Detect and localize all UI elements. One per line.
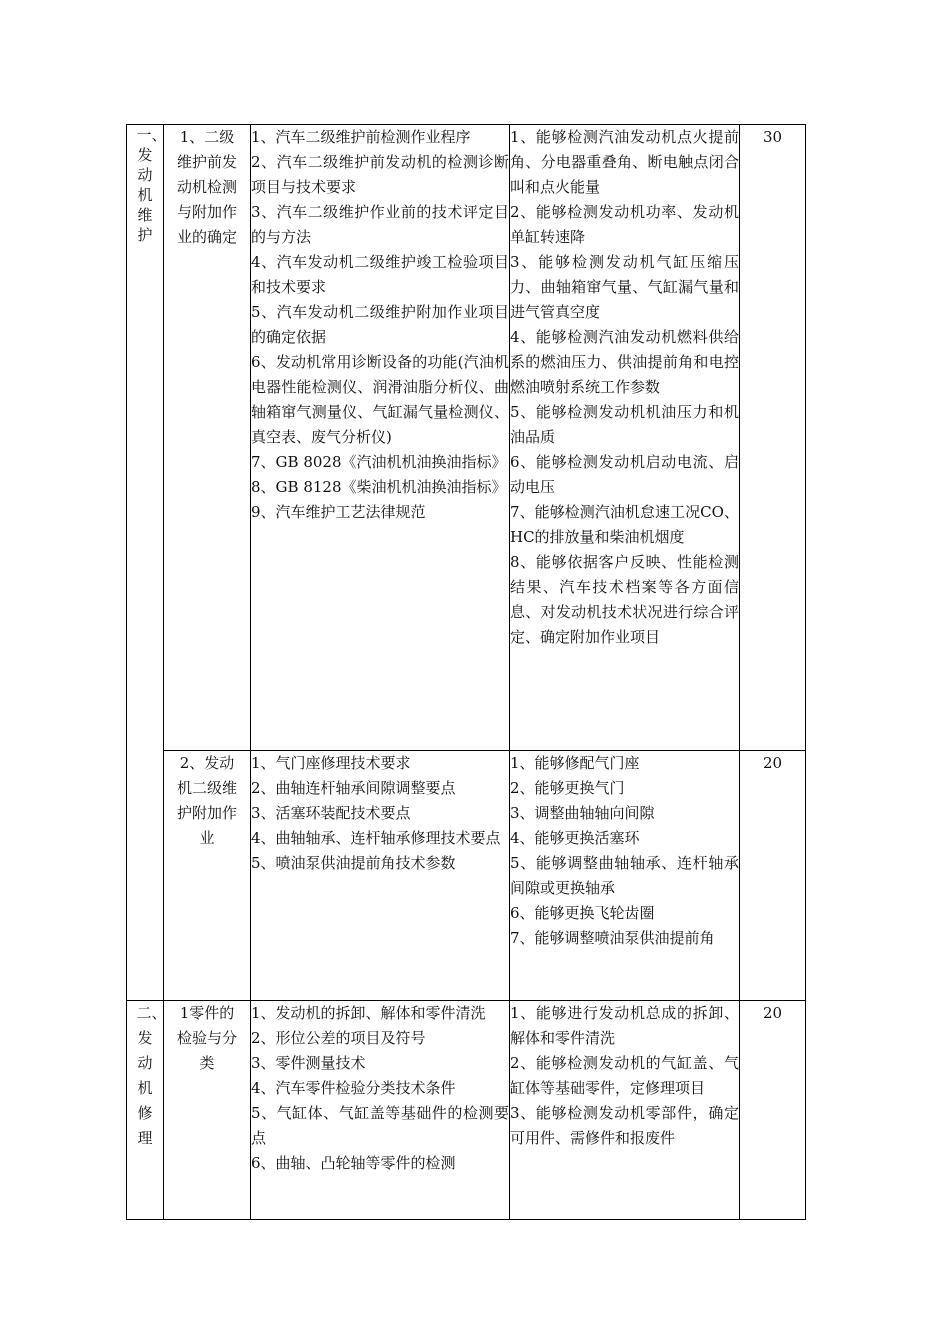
unit-title: 1、二级维护前发动机检测与附加作业的确定 bbox=[176, 128, 237, 246]
knowledge-cell bbox=[251, 751, 510, 1001]
knowledge-item: 5、喷油泵供油提前角技术参数 bbox=[251, 854, 456, 872]
skill-item: 3、能够检测发动机零部件，确定可用件、需修件和报废件 bbox=[510, 1104, 739, 1147]
skill-item: 5、能够调整曲轴轴承、连杆轴承间隙或更换轴承 bbox=[510, 854, 739, 897]
skill-item: 2、能够检测发动机的气缸盖、气缸体等基础零件，定修理项目 bbox=[510, 1054, 739, 1097]
module-title: 一、发动机维护 bbox=[136, 126, 167, 244]
skill-item: 1、能够修配气门座 bbox=[510, 754, 640, 772]
hours-cell bbox=[740, 1001, 806, 1220]
skill-item: 4、能够更换活塞环 bbox=[510, 829, 640, 847]
knowledge-item: 2、曲轴连杆轴承间隙调整要点 bbox=[251, 779, 456, 797]
unit-cell bbox=[164, 125, 251, 751]
skill-item: 2、能够检测发动机功率、发动机单缸转速降 bbox=[510, 203, 739, 246]
table-row bbox=[127, 751, 806, 1001]
knowledge-cell bbox=[251, 1001, 510, 1220]
skill-item: 7、能够调整喷油泵供油提前角 bbox=[510, 929, 715, 947]
knowledge-item: 4、汽车发动机二级维护竣工检验项目和技术要求 bbox=[251, 253, 509, 296]
knowledge-item: 9、汽车维护工艺法律规范 bbox=[251, 503, 426, 521]
knowledge-item: 7、GB 8028《汽油机机油换油指标》 bbox=[251, 453, 507, 471]
unit-cell bbox=[164, 1001, 251, 1220]
skill-item: 8、能够依据客户反映、性能检测结果、汽车技术档案等各方面信息、对发动机技术状况进行综合评定、确定附加作业项目 bbox=[510, 553, 739, 646]
unit-cell bbox=[164, 751, 251, 1001]
skill-item: 2、能够更换气门 bbox=[510, 779, 625, 797]
skill-item: 7、能够检测汽油机怠速工况CO、HC的排放量和柴油机烟度 bbox=[510, 503, 739, 546]
knowledge-item: 8、GB 8128《柴油机机油换油指标》 bbox=[251, 478, 507, 496]
skill-item: 6、能够更换飞轮齿圈 bbox=[510, 904, 655, 922]
knowledge-item: 1、汽车二级维护前检测作业程序 bbox=[251, 128, 471, 146]
hours-value: 20 bbox=[762, 754, 783, 772]
module-cell bbox=[127, 1001, 167, 1220]
hours-cell bbox=[740, 751, 806, 1001]
knowledge-item: 4、曲轴轴承、连杆轴承修理技术要点 bbox=[251, 829, 501, 847]
skill-item: 1、能够进行发动机总成的拆卸、解体和零件清洗 bbox=[510, 1004, 739, 1047]
knowledge-item: 5、气缸体、气缸盖等基础件的检测要点 bbox=[251, 1104, 509, 1147]
hours-value: 30 bbox=[762, 128, 783, 146]
knowledge-item: 3、零件测量技术 bbox=[251, 1054, 366, 1072]
knowledge-item: 2、汽车二级维护前发动机的检测诊断项目与技术要求 bbox=[251, 153, 509, 196]
knowledge-item: 1、发动机的拆卸、解体和零件清洗 bbox=[251, 1004, 486, 1022]
module-cell bbox=[127, 125, 167, 1001]
knowledge-item: 2、形位公差的项目及符号 bbox=[251, 1029, 426, 1047]
skills-cell bbox=[510, 125, 740, 751]
module-title: 二、发动机修理 bbox=[136, 1004, 167, 1147]
skill-item: 5、能够检测发动机机油压力和机油品质 bbox=[510, 403, 739, 446]
knowledge-item: 5、汽车发动机二级维护附加作业项目的确定依据 bbox=[251, 303, 509, 346]
skill-item: 3、调整曲轴轴向间隙 bbox=[510, 804, 655, 822]
knowledge-item: 1、气门座修理技术要求 bbox=[251, 754, 411, 772]
skill-item: 3、能够检测发动机气缸压缩压力、曲轴箱窜气量、气缸漏气量和进气管真空度 bbox=[510, 253, 739, 321]
table-row bbox=[127, 1001, 806, 1220]
unit-title: 2、发动机二级维护附加作业 bbox=[176, 754, 237, 847]
table-row bbox=[127, 125, 806, 751]
skill-item: 6、能够检测发动机启动电流、启动电压 bbox=[510, 453, 739, 496]
knowledge-item: 3、汽车二级维护作业前的技术评定目的与方法 bbox=[251, 203, 509, 246]
skills-cell bbox=[510, 1001, 740, 1220]
knowledge-item: 6、曲轴、凸轮轴等零件的检测 bbox=[251, 1154, 456, 1172]
knowledge-item: 4、汽车零件检验分类技术条件 bbox=[251, 1079, 456, 1097]
unit-title: 1零件的检验与分类 bbox=[176, 1004, 237, 1072]
hours-value: 20 bbox=[762, 1004, 783, 1022]
skill-item: 1、能够检测汽油发动机点火提前角、分电器重叠角、断电触点闭合叫和点火能量 bbox=[510, 128, 739, 196]
skill-item: 4、能够检测汽油发动机燃料供给系的燃油压力、供油提前角和电控燃油喷射系统工作参数 bbox=[510, 328, 739, 396]
knowledge-item: 3、活塞环装配技术要点 bbox=[251, 804, 411, 822]
skills-cell bbox=[510, 751, 740, 1001]
knowledge-item: 6、发动机常用诊断设备的功能(汽油机电器性能检测仪、润滑油脂分析仪、曲轴箱窜气测量仪、气缸漏气量检测仪、真空表、废气分析仪) bbox=[251, 353, 509, 446]
hours-cell bbox=[740, 125, 806, 751]
syllabus-table bbox=[126, 124, 806, 1220]
knowledge-cell bbox=[251, 125, 510, 751]
